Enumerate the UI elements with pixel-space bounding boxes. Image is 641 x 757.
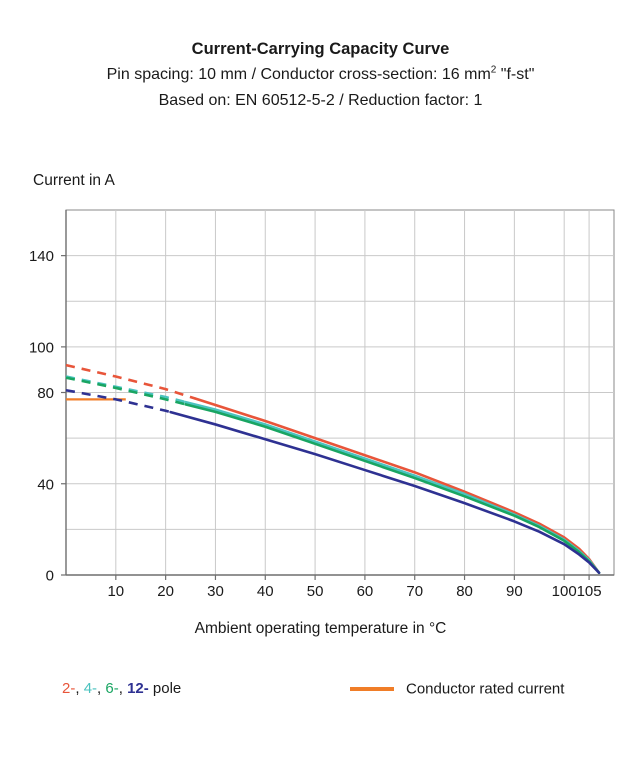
legend-poles	[62, 680, 181, 697]
subtitle-spacing-suffix: "f-st"	[496, 66, 535, 84]
x-tick-label: 100	[551, 583, 577, 600]
legend-4-pole: 4-	[83, 680, 98, 697]
x-tick-label: 50	[306, 583, 324, 600]
x-tick-label: 10	[107, 583, 125, 600]
x-tick-label: 20	[157, 583, 174, 600]
series-line-dashed	[66, 390, 171, 412]
legend-6-pole: 6-	[105, 680, 119, 697]
plot-frame	[66, 210, 614, 575]
legend-sep-2: ,	[97, 680, 106, 697]
x-tick-label: 30	[207, 583, 224, 600]
y-tick-label: 80	[37, 385, 54, 402]
x-tick-label: 40	[256, 583, 274, 600]
series-line-dashed	[66, 378, 186, 405]
legend-12-pole: 12-	[127, 680, 149, 697]
series-line-solid	[196, 399, 600, 573]
y-tick-label: 0	[45, 567, 54, 585]
legend-rated-label: Conductor rated current	[406, 680, 565, 698]
subtitle-spacing-text: Pin spacing: 10 mm / Conductor cross-section: 16 mm	[106, 66, 491, 84]
x-tick-label: 70	[406, 583, 424, 600]
legend-rated-current	[350, 680, 564, 698]
legend-sep-1: ,	[75, 680, 84, 697]
chart-title-block	[0, 0, 641, 113]
x-tick-label: 105	[576, 583, 602, 600]
x-tick-label: 80	[456, 583, 473, 600]
legend-sep-3: ,	[118, 680, 128, 697]
x-axis-label: Ambient operating temperature in °C	[194, 620, 447, 637]
legend-2-pole: 2-	[62, 680, 76, 697]
y-tick-label: 40	[37, 476, 54, 494]
y-tick-label: 100	[28, 339, 54, 357]
x-tick-label: 90	[506, 583, 523, 600]
y-axis-label: Current in A	[33, 172, 115, 189]
y-tick-label: 140	[28, 248, 54, 266]
chart-subtitle-standard: Based on: EN 60512-5-2 / Reduction factor: 1	[158, 92, 483, 110]
series-line-solid	[171, 412, 599, 573]
chart-legend	[0, 680, 641, 710]
series-line-dashed	[66, 377, 186, 403]
chart-subtitle-spacing	[0, 63, 641, 86]
subtitle-superscript: 2	[490, 64, 497, 76]
legend-pole-suffix: pole	[148, 680, 182, 697]
series-line-dashed	[66, 365, 196, 399]
series-line-solid	[186, 402, 599, 573]
legend-rated-line-swatch	[350, 687, 394, 691]
x-tick-label: 60	[356, 583, 374, 600]
page-title: Current-Carrying Capacity Curve	[191, 40, 450, 58]
series-line-solid	[186, 404, 599, 572]
